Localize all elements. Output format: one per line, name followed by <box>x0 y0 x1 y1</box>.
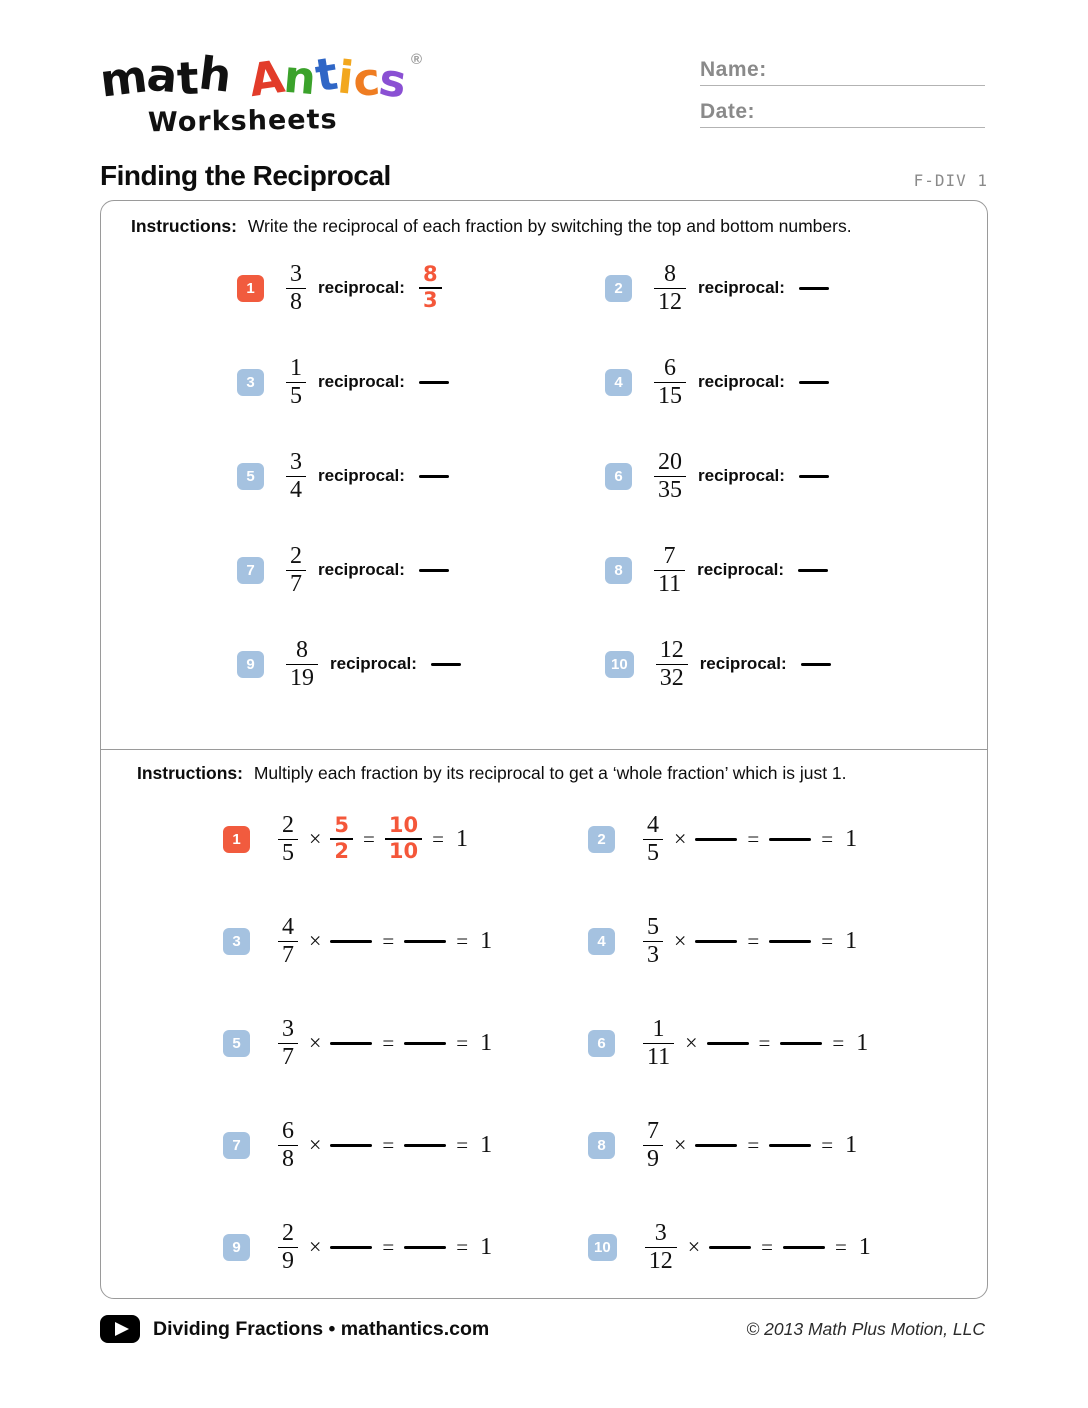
problem-fraction <box>286 544 306 597</box>
page-header <box>0 0 1088 142</box>
numerator: 2 <box>282 811 294 838</box>
equals-sign: = <box>382 1132 395 1157</box>
problem-number-badge: 9 <box>237 651 264 678</box>
reciprocal-label: reciprocal: <box>318 560 405 579</box>
answer-blank[interactable] <box>801 663 831 666</box>
multiply-sign: × <box>309 1132 322 1157</box>
denominator: 2 <box>334 839 350 863</box>
result-one: 1 <box>480 1029 493 1056</box>
denominator: 11 <box>658 570 682 597</box>
problem-fraction <box>645 1221 677 1274</box>
logo-wordmark <box>97 46 423 109</box>
reciprocal-blank[interactable] <box>709 1246 751 1249</box>
problem-number-badge: 3 <box>237 369 264 396</box>
multiply-problem-1 <box>101 788 544 890</box>
multiply-problem-4 <box>544 890 987 992</box>
reciprocal-problem-8 <box>544 523 987 617</box>
numerator: 5 <box>647 913 659 940</box>
product-blank[interactable] <box>783 1246 825 1249</box>
numerator: 6 <box>664 354 676 381</box>
denominator: 5 <box>282 839 294 866</box>
logo-letter: a <box>144 47 180 104</box>
product-blank[interactable] <box>769 940 811 943</box>
problem-number-badge: 10 <box>605 651 634 678</box>
logo-antics-word <box>246 46 410 109</box>
numerator: 3 <box>282 1015 294 1042</box>
answer-blank[interactable] <box>799 287 829 290</box>
problem-number-badge: 9 <box>223 1234 250 1261</box>
denominator: 7 <box>282 1043 294 1070</box>
play-icon <box>100 1315 140 1343</box>
problem-fraction <box>286 638 318 691</box>
problem-number-badge: 7 <box>237 557 264 584</box>
problem-fraction <box>286 262 306 315</box>
numerator: 7 <box>663 542 676 569</box>
problem-fraction <box>278 813 298 866</box>
reciprocal-problem-list <box>101 241 987 711</box>
worksheet-box <box>100 200 988 1299</box>
product-blank[interactable] <box>780 1042 822 1045</box>
section-multiply-reciprocal <box>101 750 987 1298</box>
logo-letter: s <box>375 52 410 109</box>
reciprocal-blank[interactable] <box>330 1246 372 1249</box>
problem-number-badge: 6 <box>605 463 632 490</box>
denominator: 3 <box>422 288 438 312</box>
problem-number-badge: 10 <box>588 1234 617 1261</box>
problem-fraction <box>278 1119 298 1172</box>
denominator: 10 <box>388 839 419 863</box>
problem-fraction <box>286 356 306 409</box>
date-label: Date: <box>700 100 756 123</box>
numerator: 7 <box>647 1117 659 1144</box>
logo-letter: n <box>281 49 319 106</box>
numerator: 2 <box>282 1219 294 1246</box>
reciprocal-problem-5 <box>101 429 544 523</box>
answer-blank[interactable] <box>431 663 461 666</box>
denominator: 19 <box>290 664 314 691</box>
denominator: 3 <box>647 941 659 968</box>
equals-sign: = <box>758 1030 771 1055</box>
logo-letter: i <box>334 50 356 105</box>
reciprocal-problem-1 <box>101 241 544 335</box>
reciprocal-blank[interactable] <box>695 838 737 841</box>
reciprocal-blank[interactable] <box>330 1042 372 1045</box>
problem-fraction <box>286 450 306 503</box>
result-one: 1 <box>480 927 493 954</box>
denominator: 15 <box>658 382 682 409</box>
numerator: 10 <box>388 813 419 838</box>
answer-blank[interactable] <box>798 569 828 572</box>
name-label: Name: <box>700 58 767 81</box>
page-title: Finding the Reciprocal <box>100 160 391 191</box>
product-blank[interactable] <box>769 1144 811 1147</box>
reciprocal-label: reciprocal: <box>697 560 785 579</box>
logo-letter: m <box>97 49 151 108</box>
multiply-problem-8 <box>544 1094 987 1196</box>
product-answer-fraction <box>385 815 422 863</box>
multiply-problem-5 <box>101 992 544 1094</box>
denominator: 8 <box>290 288 302 315</box>
copyright: © 2013 Math Plus Motion, LLC <box>746 1318 985 1339</box>
numerator: 20 <box>658 448 682 475</box>
numerator: 1 <box>652 1015 665 1042</box>
reciprocal-label: reciprocal: <box>330 654 417 673</box>
reciprocal-blank[interactable] <box>707 1042 749 1045</box>
problem-fraction <box>643 915 663 968</box>
instructions-2 <box>101 750 987 784</box>
answer-fraction <box>419 264 442 312</box>
product-blank[interactable] <box>404 1246 446 1249</box>
date-field[interactable] <box>700 100 985 128</box>
problem-number-badge: 7 <box>223 1132 250 1159</box>
reciprocal-blank[interactable] <box>330 1144 372 1147</box>
instructions-2-label: Instructions: <box>137 763 243 783</box>
multiply-problem-9 <box>101 1196 544 1298</box>
reciprocal-problem-7 <box>101 523 544 617</box>
equals-sign: = <box>456 1030 469 1055</box>
multiply-problem-7 <box>101 1094 544 1196</box>
product-blank[interactable] <box>404 1042 446 1045</box>
reciprocal-label: reciprocal: <box>318 372 405 391</box>
multiply-problem-3 <box>101 890 544 992</box>
equals-sign: = <box>747 826 760 851</box>
denominator: 9 <box>647 1145 659 1172</box>
reciprocal-answer-fraction <box>330 815 353 863</box>
result-one: 1 <box>845 825 858 852</box>
problem-fraction <box>654 356 686 409</box>
title-row <box>100 160 988 192</box>
problem-fraction <box>643 813 663 866</box>
equals-sign: = <box>382 1234 395 1259</box>
numerator: 8 <box>664 260 676 287</box>
multiply-sign: × <box>309 1030 322 1055</box>
equals-sign: = <box>821 928 834 953</box>
problem-number-badge: 4 <box>588 928 615 955</box>
instructions-2-text: Multiply each fraction by its reciprocal to get a ‘whole fraction’ which is just 1. <box>253 763 847 783</box>
problem-fraction <box>654 450 686 503</box>
result-one: 1 <box>480 1233 493 1260</box>
problem-number-badge: 1 <box>237 275 264 302</box>
problem-number-badge: 2 <box>605 275 632 302</box>
multiply-sign: × <box>309 928 322 953</box>
denominator: 5 <box>290 382 302 409</box>
equals-sign: = <box>821 1132 834 1157</box>
problem-number-badge: 8 <box>605 557 632 584</box>
equals-sign: = <box>821 826 834 851</box>
multiply-problem-10 <box>544 1196 987 1298</box>
numerator: 12 <box>659 636 684 663</box>
problem-fraction <box>654 544 685 597</box>
reciprocal-blank[interactable] <box>330 940 372 943</box>
equals-sign: = <box>832 1030 845 1055</box>
logo-letter: t <box>175 51 201 106</box>
multiply-problem-list <box>101 788 987 1298</box>
denominator: 7 <box>290 570 302 597</box>
equals-sign: = <box>363 826 375 851</box>
denominator: 12 <box>658 288 682 315</box>
problem-number-badge: 6 <box>588 1030 615 1057</box>
denominator: 32 <box>659 664 684 691</box>
math-antics-logo <box>97 46 423 139</box>
reciprocal-blank[interactable] <box>695 940 737 943</box>
equals-sign: = <box>747 1132 760 1157</box>
problem-fraction <box>278 1221 298 1274</box>
numerator: 4 <box>647 811 659 838</box>
answer-blank[interactable] <box>419 475 449 478</box>
multiply-sign: × <box>685 1030 698 1055</box>
logo-letter: c <box>351 52 382 107</box>
logo-letter: h <box>195 46 235 103</box>
reciprocal-label: reciprocal: <box>318 278 405 297</box>
equals-sign: = <box>456 1234 469 1259</box>
problem-fraction <box>643 1119 663 1172</box>
numerator: 3 <box>290 448 302 475</box>
logo-letter: t <box>311 46 342 103</box>
problem-number-badge: 2 <box>588 826 615 853</box>
reciprocal-problem-3 <box>101 335 544 429</box>
denominator: 8 <box>282 1145 294 1172</box>
reciprocal-label: reciprocal: <box>699 654 787 673</box>
reciprocal-problem-10 <box>544 617 987 711</box>
multiply-problem-6 <box>544 992 987 1094</box>
result-one: 1 <box>845 927 858 954</box>
answer-blank[interactable] <box>419 381 449 384</box>
page-footer <box>100 1315 985 1343</box>
answer-blank[interactable] <box>419 569 449 572</box>
product-blank[interactable] <box>404 940 446 943</box>
reciprocal-label: reciprocal: <box>698 466 785 485</box>
footer-video-reference <box>100 1315 489 1343</box>
numerator: 8 <box>296 636 308 663</box>
footer-title: Dividing Fractions • mathantics.com <box>153 1317 490 1340</box>
numerator: 5 <box>334 813 350 838</box>
problem-number-badge: 8 <box>588 1132 615 1159</box>
result-one: 1 <box>845 1131 858 1158</box>
instructions-1-label: Instructions: <box>131 216 237 236</box>
answer-blank[interactable] <box>799 381 829 384</box>
problem-fraction <box>656 638 688 691</box>
instructions-1-text: Write the reciprocal of each fraction by switching the top and bottom numbers. <box>247 216 852 236</box>
sheet-code: F-DIV 1 <box>913 171 988 190</box>
equals-sign: = <box>761 1234 773 1259</box>
problem-fraction <box>278 915 298 968</box>
problem-number-badge: 4 <box>605 369 632 396</box>
reciprocal-problem-4 <box>544 335 987 429</box>
denominator: 4 <box>290 476 302 503</box>
denominator: 35 <box>658 476 682 503</box>
name-field[interactable] <box>700 58 985 86</box>
multiply-problem-2 <box>544 788 987 890</box>
equals-sign: = <box>382 928 395 953</box>
problem-fraction <box>643 1017 674 1070</box>
problem-number-badge: 5 <box>237 463 264 490</box>
answer-blank[interactable] <box>799 475 829 478</box>
numerator: 4 <box>282 913 294 940</box>
multiply-sign: × <box>674 928 687 953</box>
equals-sign: = <box>834 1234 847 1259</box>
problem-fraction <box>654 262 686 315</box>
logo-letter: A <box>246 49 288 108</box>
numerator: 1 <box>290 354 302 381</box>
denominator: 12 <box>648 1247 673 1274</box>
numerator: 3 <box>290 260 302 287</box>
denominator: 5 <box>647 839 659 866</box>
denominator: 11 <box>647 1043 671 1070</box>
equals-sign: = <box>747 928 760 953</box>
equals-sign: = <box>432 826 444 851</box>
result-one: 1 <box>455 825 468 852</box>
result-one: 1 <box>856 1029 869 1056</box>
registered-mark: ® <box>411 51 423 68</box>
reciprocal-problem-2 <box>544 241 987 335</box>
multiply-sign: × <box>674 1132 687 1157</box>
result-one: 1 <box>858 1233 871 1260</box>
multiply-sign: × <box>674 826 687 851</box>
equals-sign: = <box>456 928 469 953</box>
denominator: 9 <box>282 1247 294 1274</box>
equals-sign: = <box>456 1132 469 1157</box>
section-find-reciprocal <box>101 201 987 750</box>
logo-worksheets-word: Worksheets <box>147 104 338 139</box>
problem-number-badge: 1 <box>223 826 250 853</box>
numerator: 6 <box>282 1117 294 1144</box>
numerator: 3 <box>654 1219 667 1246</box>
logo-math-word <box>97 46 235 108</box>
problem-fraction <box>278 1017 298 1070</box>
reciprocal-blank[interactable] <box>695 1144 737 1147</box>
problem-number-badge: 5 <box>223 1030 250 1057</box>
product-blank[interactable] <box>769 838 811 841</box>
problem-number-badge: 3 <box>223 928 250 955</box>
reciprocal-label: reciprocal: <box>698 372 785 391</box>
reciprocal-problem-9 <box>101 617 544 711</box>
multiply-sign: × <box>687 1234 701 1259</box>
equals-sign: = <box>382 1030 395 1055</box>
denominator: 7 <box>282 941 294 968</box>
reciprocal-label: reciprocal: <box>698 278 785 297</box>
multiply-sign: × <box>309 826 322 851</box>
numerator: 2 <box>290 542 302 569</box>
multiply-sign: × <box>309 1234 322 1259</box>
reciprocal-label: reciprocal: <box>318 466 405 485</box>
reciprocal-problem-6 <box>544 429 987 523</box>
product-blank[interactable] <box>404 1144 446 1147</box>
result-one: 1 <box>480 1131 493 1158</box>
numerator: 8 <box>422 262 438 287</box>
instructions-1 <box>101 201 987 237</box>
name-date-fields <box>700 50 985 142</box>
